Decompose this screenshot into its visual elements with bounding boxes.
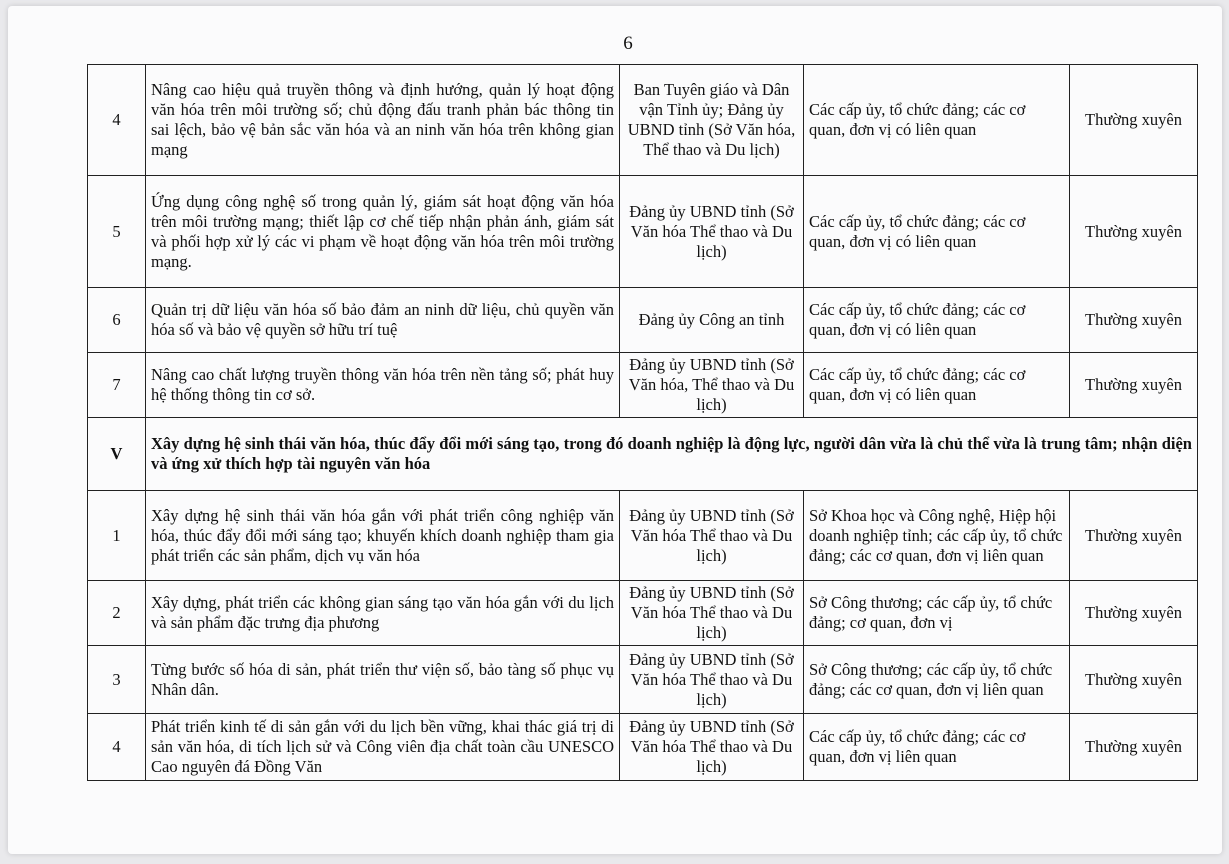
row-number: 4 — [88, 65, 146, 176]
table-row — [88, 176, 1198, 288]
timeline: Thường xuyên — [1070, 581, 1198, 646]
task-table — [87, 64, 1198, 781]
timeline: Thường xuyên — [1070, 714, 1198, 781]
row-number: 5 — [88, 176, 146, 288]
timeline: Thường xuyên — [1070, 491, 1198, 581]
timeline: Thường xuyên — [1070, 65, 1198, 176]
section-title: Xây dựng hệ sinh thái văn hóa, thúc đẩy đổi mới sáng tạo, trong đó doanh nghiệp là động lực, người dân vừa là chủ thể vừa là trung tâm; nhận diện và ứng xử thích hợp tài nguyên văn hóa — [146, 418, 1198, 491]
coordinating-agency: Các cấp ủy, tổ chức đảng; các cơ quan, đơn vị liên quan — [804, 714, 1070, 781]
section-heading-row — [88, 418, 1198, 491]
lead-agency: Đảng ủy Công an tỉnh — [620, 288, 804, 353]
table-row — [88, 581, 1198, 646]
lead-agency: Đảng ủy UBND tỉnh (Sở Văn hóa Thể thao và Du lịch) — [620, 176, 804, 288]
coordinating-agency: Sở Khoa học và Công nghệ, Hiệp hội doanh nghiệp tỉnh; các cấp ủy, tổ chức đảng; các cơ quan, đơn vị liên quan — [804, 491, 1070, 581]
row-number: 7 — [88, 353, 146, 418]
row-number: 3 — [88, 646, 146, 714]
task-description: Từng bước số hóa di sản, phát triển thư viện số, bảo tàng số phục vụ Nhân dân. — [146, 646, 620, 714]
table-row — [88, 353, 1198, 418]
task-description: Ứng dụng công nghệ số trong quản lý, giám sát hoạt động văn hóa trên môi trường mạng; thiết lập cơ chế tiếp nhận phản ánh, giám sát và phối hợp xử lý các vi phạm về hoạt động văn hóa trên môi trường mạng. — [146, 176, 620, 288]
row-number: 1 — [88, 491, 146, 581]
row-number: 4 — [88, 714, 146, 781]
lead-agency: Đảng ủy UBND tỉnh (Sở Văn hóa Thể thao và Du lịch) — [620, 491, 804, 581]
table-row — [88, 288, 1198, 353]
table-row — [88, 714, 1198, 781]
timeline: Thường xuyên — [1070, 646, 1198, 714]
lead-agency: Đảng ủy UBND tỉnh (Sở Văn hóa Thể thao và Du lịch) — [620, 581, 804, 646]
coordinating-agency: Các cấp ủy, tổ chức đảng; các cơ quan, đơn vị có liên quan — [804, 288, 1070, 353]
row-number: 6 — [88, 288, 146, 353]
table-row — [88, 646, 1198, 714]
coordinating-agency: Các cấp ủy, tổ chức đảng; các cơ quan, đơn vị có liên quan — [804, 353, 1070, 418]
document-page — [8, 6, 1222, 854]
task-description: Nâng cao hiệu quả truyền thông và định hướng, quản lý hoạt động văn hóa trên môi trường số; chủ động đấu tranh phản bác thông tin sai lệch, bảo vệ bản sắc văn hóa và an ninh văn hóa trên không gian mạng — [146, 65, 620, 176]
lead-agency: Đảng ủy UBND tỉnh (Sở Văn hóa Thể thao và Du lịch) — [620, 714, 804, 781]
coordinating-agency: Sở Công thương; các cấp ủy, tổ chức đảng; cơ quan, đơn vị — [804, 581, 1070, 646]
task-description: Xây dựng hệ sinh thái văn hóa gắn với phát triển công nghiệp văn hóa, thúc đẩy đổi mới sáng tạo; khuyến khích doanh nghiệp tham gia phát triển các sản phẩm, dịch vụ văn hóa — [146, 491, 620, 581]
task-description: Nâng cao chất lượng truyền thông văn hóa trên nền tảng số; phát huy hệ thống thông tin cơ sở. — [146, 353, 620, 418]
table-row — [88, 491, 1198, 581]
section-number: V — [88, 418, 146, 491]
task-description: Quản trị dữ liệu văn hóa số bảo đảm an ninh dữ liệu, chủ quyền văn hóa số và bảo vệ quyền sở hữu trí tuệ — [146, 288, 620, 353]
timeline: Thường xuyên — [1070, 288, 1198, 353]
task-description: Phát triển kinh tế di sản gắn với du lịch bền vững, khai thác giá trị di sản văn hóa, di tích lịch sử và Công viên địa chất toàn cầu UNESCO Cao nguyên đá Đồng Văn — [146, 714, 620, 781]
row-number: 2 — [88, 581, 146, 646]
lead-agency: Đảng ủy UBND tỉnh (Sở Văn hóa Thể thao và Du lịch) — [620, 646, 804, 714]
lead-agency: Ban Tuyên giáo và Dân vận Tỉnh ủy; Đảng ủy UBND tỉnh (Sở Văn hóa, Thể thao và Du lịch) — [620, 65, 804, 176]
task-description: Xây dựng, phát triển các không gian sáng tạo văn hóa gắn với du lịch và sản phẩm đặc trưng địa phương — [146, 581, 620, 646]
coordinating-agency: Các cấp ủy, tổ chức đảng; các cơ quan, đơn vị có liên quan — [804, 176, 1070, 288]
timeline: Thường xuyên — [1070, 353, 1198, 418]
coordinating-agency: Các cấp ủy, tổ chức đảng; các cơ quan, đơn vị có liên quan — [804, 65, 1070, 176]
page-number: 6 — [623, 33, 633, 54]
coordinating-agency: Sở Công thương; các cấp ủy, tổ chức đảng; các cơ quan, đơn vị liên quan — [804, 646, 1070, 714]
table-row — [88, 65, 1198, 176]
lead-agency: Đảng ủy UBND tỉnh (Sở Văn hóa, Thể thao và Du lịch) — [620, 353, 804, 418]
timeline: Thường xuyên — [1070, 176, 1198, 288]
